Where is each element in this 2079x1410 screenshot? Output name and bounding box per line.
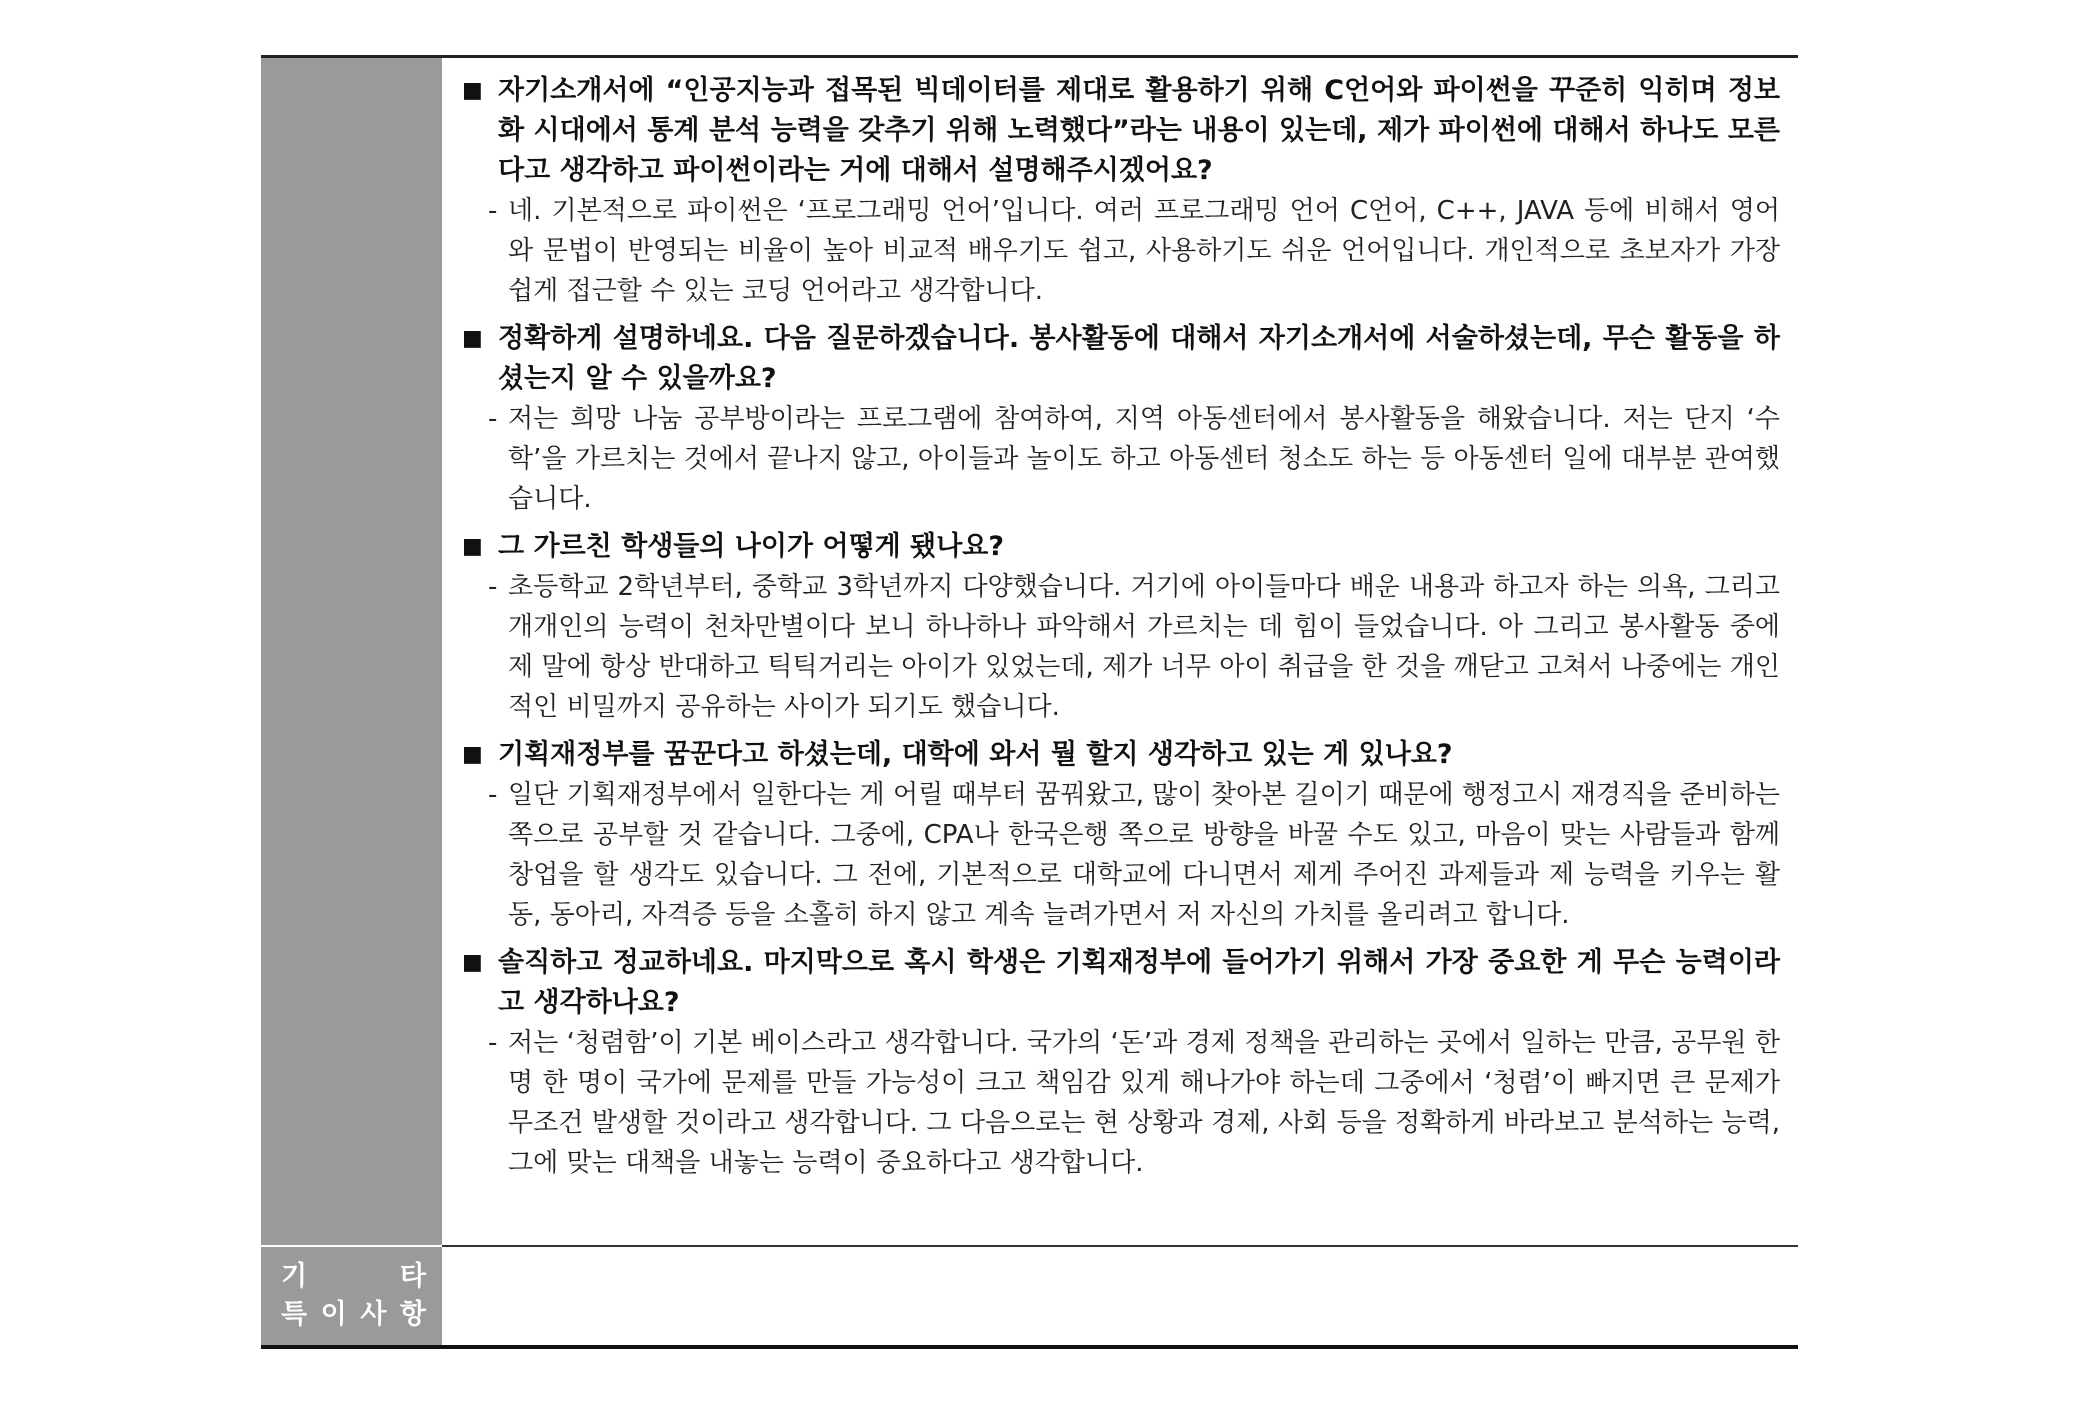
answer [462,1023,1780,1183]
square-bullet-icon: ■ [462,742,483,767]
interview-label-cell [261,58,442,1245]
question [462,319,1780,399]
square-bullet-icon: ■ [462,78,483,103]
answer [462,775,1780,935]
label-char: 이 [320,1299,347,1330]
answer [462,191,1780,311]
label-char: 특 [281,1299,308,1330]
answer-dash: - [488,404,498,434]
label-line-1 [281,1258,426,1296]
question-text: 기획재정부를 꿈꾼다고 하셨는데, 대학에 와서 뭘 할지 생각하고 있는 게 있나요? [498,739,1453,770]
label-char: 사 [360,1299,387,1330]
label-char: 기 [281,1261,308,1292]
square-bullet-icon: ■ [462,534,483,559]
bottom-rule [261,1345,1798,1349]
answer-text: 일단 기획재정부에서 일한다는 게 어릴 때부터 꿈꿔왔고, 많이 찾아본 길이기 때문에 행정고시 재경직을 준비하는 쪽으로 공부할 것 같습니다. 그중에, CPA나 한국은행 쪽으로 방향을 바꿀 수도 있고, 마음이 맞는 사람들과 함께 창업을 할 생각도 있습니다. 그 전에, 기본적으로 대학교에 다니면서 제게 주어진 과제들과 제 능력을 키우는 활동, 동아리, 자격증 등을 소홀히 하지 않고 계속 늘려가면서 저 자신의 가치를 올리려고 합니다. [508,780,1780,930]
label-char: 항 [399,1299,426,1330]
interview-row [261,58,1798,1245]
interview-table [261,55,1798,1349]
qa-item [462,735,1780,935]
answer-dash: - [488,1028,498,1058]
label-char: 타 [399,1261,426,1292]
question [462,71,1780,191]
answer-text: 저는 ‘청렴함’이 기본 베이스라고 생각합니다. 국가의 ‘돈’과 경제 정책을 관리하는 곳에서 일하는 만큼, 공무원 한 명 한 명이 국가에 문제를 만들 가능성이 크고 책임감 있게 해나가야 하는데 그중에서 ‘청렴’이 빠지면 큰 문제가 무조건 발생할 것이라고 생각합니다. 그 다음으로는 현 상황과 경제, 사회 등을 정확하게 바라보고 분석하는 능력, 그에 맞는 대책을 내놓는 능력이 중요하다고 생각합니다. [508,1028,1780,1178]
qa-item [462,943,1780,1183]
question-text: 정확하게 설명하네요. 다음 질문하겠습니다. 봉사활동에 대해서 자기소개서에 서술하셨는데, 무슨 활동을 하셨는지 알 수 있을까요? [498,323,1780,394]
answer-text: 네. 기본적으로 파이썬은 ‘프로그래밍 언어’입니다. 여러 프로그래밍 언어 C언어, C++, JAVA 등에 비해서 영어와 문법이 반영되는 비율이 높아 비교적 배우기도 쉽고, 사용하기도 쉬운 언어입니다. 개인적으로 초보자가 가장 쉽게 접근할 수 있는 코딩 언어라고 생각합니다. [508,196,1780,306]
answer [462,399,1780,519]
square-bullet-icon: ■ [462,326,483,351]
other-notes-label [261,1247,442,1345]
question [462,735,1780,775]
answer-dash: - [488,780,498,810]
qa-item [462,527,1780,727]
answer-text: 저는 희망 나눔 공부방이라는 프로그램에 참여하여, 지역 아동센터에서 봉사활동을 해왔습니다. 저는 단지 ‘수학’을 가르치는 것에서 끝나지 않고, 아이들과 놀이도 하고 아동센터 청소도 하는 등 아동센터 일에 대부분 관여했습니다. [508,404,1780,514]
question-text: 솔직하고 정교하네요. 마지막으로 혹시 학생은 기획재정부에 들어가기 위해서 가장 중요한 게 무슨 능력이라고 생각하나요? [498,947,1780,1018]
label-line-2 [281,1296,426,1334]
other-notes-content [442,1247,1798,1345]
other-notes-row [261,1247,1798,1345]
interview-content [442,58,1798,1245]
question [462,527,1780,567]
answer-dash: - [488,196,498,226]
question-text: 자기소개서에 “인공지능과 접목된 빅데이터를 제대로 활용하기 위해 C언어와 파이썬을 꾸준히 익히며 정보화 시대에서 통계 분석 능력을 갖추기 위해 노력했다”라는 내용이 있는데, 제가 파이썬에 대해서 하나도 모른다고 생각하고 파이썬이라는 거에 대해서 설명해주시겠어요? [498,75,1780,186]
answer-dash: - [488,572,498,602]
question-text: 그 가르친 학생들의 나이가 어떻게 됐나요? [498,531,1005,562]
answer [462,567,1780,727]
qa-item [462,319,1780,519]
square-bullet-icon: ■ [462,950,483,975]
qa-item [462,71,1780,311]
answer-text: 초등학교 2학년부터, 중학교 3학년까지 다양했습니다. 거기에 아이들마다 배운 내용과 하고자 하는 의욕, 그리고 개개인의 능력이 천차만별이다 보니 하나하나 파악해서 가르치는 데 힘이 들었습니다. 아 그리고 봉사활동 중에 제 말에 항상 반대하고 틱틱거리는 아이가 있었는데, 제가 너무 아이 취급을 한 것을 깨닫고 고쳐서 나중에는 개인적인 비밀까지 공유하는 사이가 되기도 했습니다. [508,572,1780,722]
question [462,943,1780,1023]
